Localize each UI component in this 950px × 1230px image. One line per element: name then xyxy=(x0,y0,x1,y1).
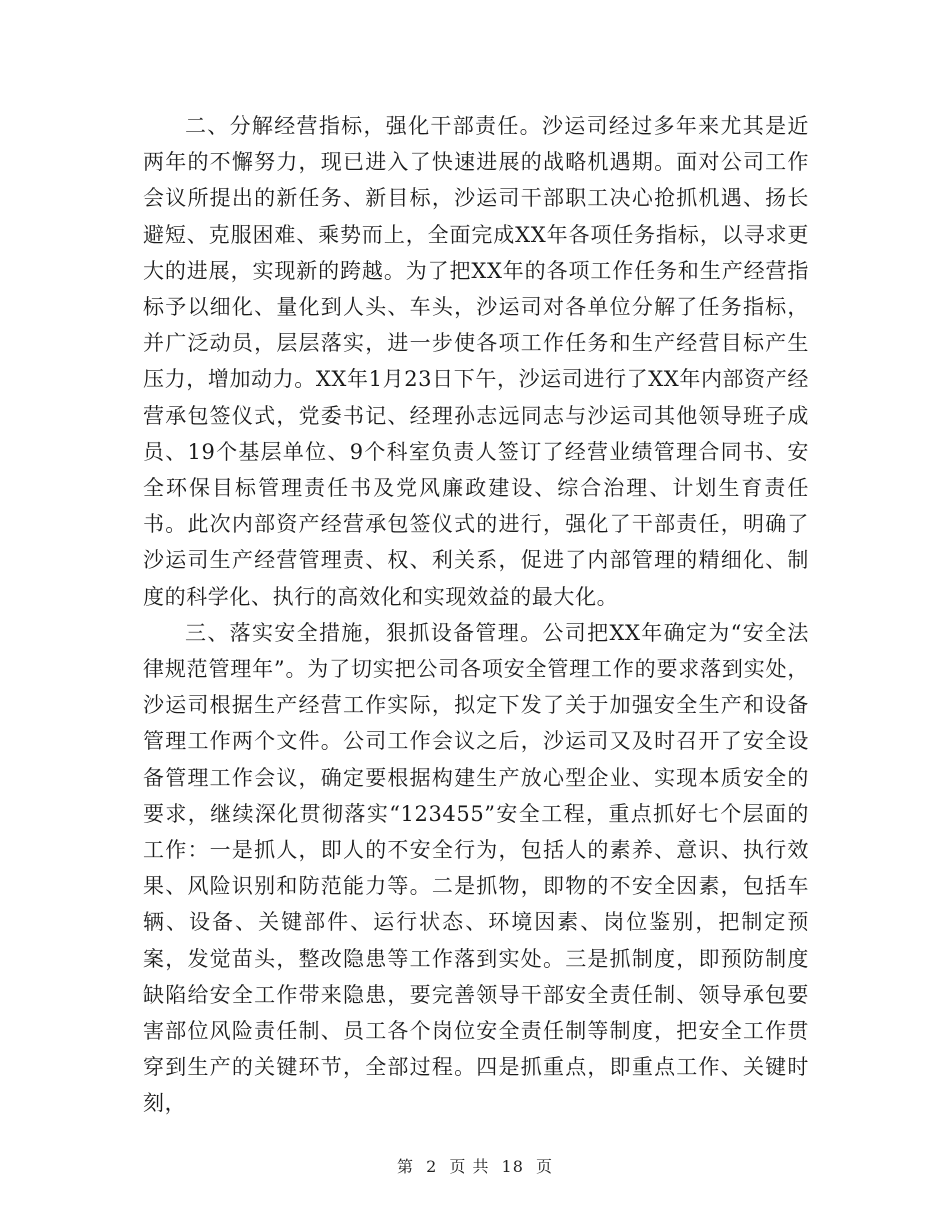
footer-total-pages: 18 xyxy=(501,1157,524,1176)
footer-suffix: 页 xyxy=(536,1157,554,1176)
page-footer xyxy=(0,1154,950,1177)
paragraph-section-2: 二、分解经营指标，强化干部责任。沙运司经过多年来尤其是近两年的不懈努力，现已进入了快速进展的战略机遇期。面对公司工作会议所提出的新任务、新目标，沙运司干部职工决心抢抓机遇、扬长避短、克服困难、乘势而上，全面完成XX年各项任务指标，以寻求更大的进展，实现新的跨越。为了把XX年的各项工作任务和生产经营指标予以细化、量化到人头、车头，沙运司对各单位分解了任务指标，并广泛动员，层层落实，进一步使各项工作任务和生产经营目标产生压力，增加动力。XX年1月23日下午，沙运司进行了XX年内部资产经营承包签仪式，党委书记、经理孙志远同志与沙运司其他领导班子成员、19个基层单位、9个科室负责人签订了经营业绩管理合同书、安全环保目标管理责任书及党风廉政建设、综合治理、计划生育责任书。此次内部资产经营承包签仪式的进行，强化了干部责任，明确了沙运司生产经营管理责、权、利关系，促进了内部管理的精细化、制度的科学化、执行的高效化和实现效益的最大化。 xyxy=(143,114,809,609)
footer-page-number: 2 xyxy=(426,1157,438,1176)
footer-middle: 页 共 xyxy=(449,1157,490,1176)
paragraph-section-3: 三、落实安全措施，狠抓设备管理。公司把XX年确定为“安全法律规范管理年”。为了切实把公司各项安全管理工作的要求落到实处，沙运司根据生产经营工作实际，拟定下发了关于加强安全生产和设备管理工作两个文件。公司工作会议之后，沙运司又及时召开了安全设备管理工作会议，确定要根据构建生产放心型企业、实现本质安全的要求，继续深化贯彻落实“123455”安全工程，重点抓好七个层面的工作：一是抓人，即人的不安全行为，包括人的素养、意识、执行效果、风险识别和防范能力等。二是抓物，即物的不安全因素，包括车辆、设备、关键部件、运行状态、环境因素、岗位鉴别，把制定预案，发觉苗头，整改隐患等工作落到实处。三是抓制度，即预防制度缺陷给安全工作带来隐患，要完善领导干部安全责任制、领导承包要害部位风险责任制、员工各个岗位安全责任制等制度，把安全工作贯穿到生产的关键环节，全部过程。四是抓重点，即重点工作、关键时刻， xyxy=(143,620,809,1116)
footer-prefix: 第 xyxy=(396,1157,414,1176)
document-body xyxy=(143,108,809,1122)
